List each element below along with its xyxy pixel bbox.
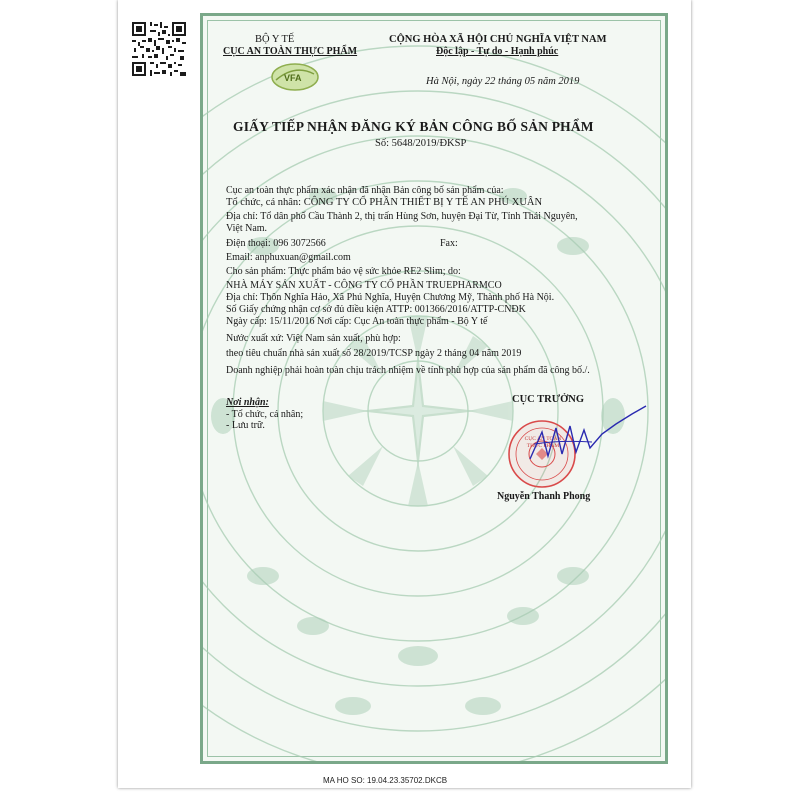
body-line-responsibility: Doanh nghiệp phải hoàn toàn chịu trách nhiệm về tính phù hợp của sản phẩm đã công bố./. bbox=[226, 365, 590, 376]
body-line-email: Email: anphuxuan@gmail.com bbox=[226, 252, 351, 263]
stamp-text: CỤC AN TOÀN THỰC PHẨM bbox=[524, 436, 562, 449]
body-line-address: Địa chỉ: Tổ dân phố Cầu Thành 2, thị trấn Hùng Sơn, huyện Đại Từ, Tỉnh Thái Nguyên, bbox=[226, 211, 578, 222]
ministry-name: BỘ Y TẾ bbox=[255, 34, 295, 45]
recipient-item: - Tổ chức, cá nhân; bbox=[226, 409, 304, 420]
qr-code bbox=[130, 20, 188, 78]
body-line-country: Việt Nam. bbox=[226, 223, 268, 234]
body-line-certificate: Số Giấy chứng nhận cơ sở đủ điều kiện ATTP: 001366/2016/ATTP-CNĐK bbox=[226, 304, 526, 315]
body-line-issue: Ngày cấp: 15/11/2016 Nơi cấp: Cục An toàn thực phẩm - Bộ Y tế bbox=[226, 316, 488, 327]
body-line-manufacturer: NHÀ MÁY SẢN XUẤT - CÔNG TY CỔ PHẦN TRUEPHARMCO bbox=[226, 280, 502, 291]
issue-date: Hà Nội, ngày 22 tháng 05 năm 2019 bbox=[426, 76, 580, 87]
country-name: CỘNG HÒA XÃ HỘI CHỦ NGHĨA VIỆT NAM bbox=[389, 34, 607, 45]
body-line-fax: Fax: bbox=[440, 238, 458, 249]
signature-scribble bbox=[520, 404, 650, 474]
body-line-standard: theo tiêu chuẩn nhà sản xuất số 28/2019/TCSP ngày 2 tháng 04 năm 2019 bbox=[226, 348, 522, 359]
document-number: Số: 5648/2019/ĐKSP bbox=[375, 138, 467, 149]
recipients-heading: Nơi nhận: bbox=[226, 397, 269, 408]
body-line-phone: Điện thoại: 096 3072566 bbox=[226, 238, 326, 249]
body-line-manufacturer-address: Địa chỉ: Thôn Nghĩa Hảo, Xã Phú Nghĩa, Huyện Chương Mỹ, Thành phố Hà Nội. bbox=[226, 292, 555, 303]
national-motto: Độc lập - Tự do - Hạnh phúc bbox=[436, 46, 559, 57]
vfa-logo-text: VFA bbox=[284, 73, 302, 83]
document-title: GIẤY TIẾP NHẬN ĐĂNG KÝ BẢN CÔNG BỐ SẢN PHẨM bbox=[233, 119, 594, 134]
agency-name: CỤC AN TOÀN THỰC PHẨM bbox=[223, 46, 358, 57]
body-line-origin: Nước xuất xứ: Việt Nam sản xuất, phù hợp: bbox=[226, 333, 401, 344]
vfa-logo bbox=[270, 62, 320, 92]
body-line-product: Cho sản phẩm: Thực phẩm bảo vệ sức khỏe RE2 Slim; do: bbox=[226, 266, 461, 277]
recipient-item: - Lưu trữ. bbox=[226, 420, 265, 431]
signer-position: CỤC TRƯỞNG bbox=[512, 394, 585, 405]
body-line-organization: Tổ chức, cá nhân: CÔNG TY CỔ PHẦN THIẾT BỊ Y TẾ AN PHÚ XUÂN bbox=[226, 197, 543, 208]
body-line-intro: Cục an toàn thực phẩm xác nhận đã nhận Bản công bố sản phẩm của: bbox=[226, 185, 504, 196]
dossier-code: MA HO SO: 19.04.23.35702.DKCB bbox=[323, 776, 448, 785]
signer-name: Nguyễn Thanh Phong bbox=[497, 491, 591, 502]
